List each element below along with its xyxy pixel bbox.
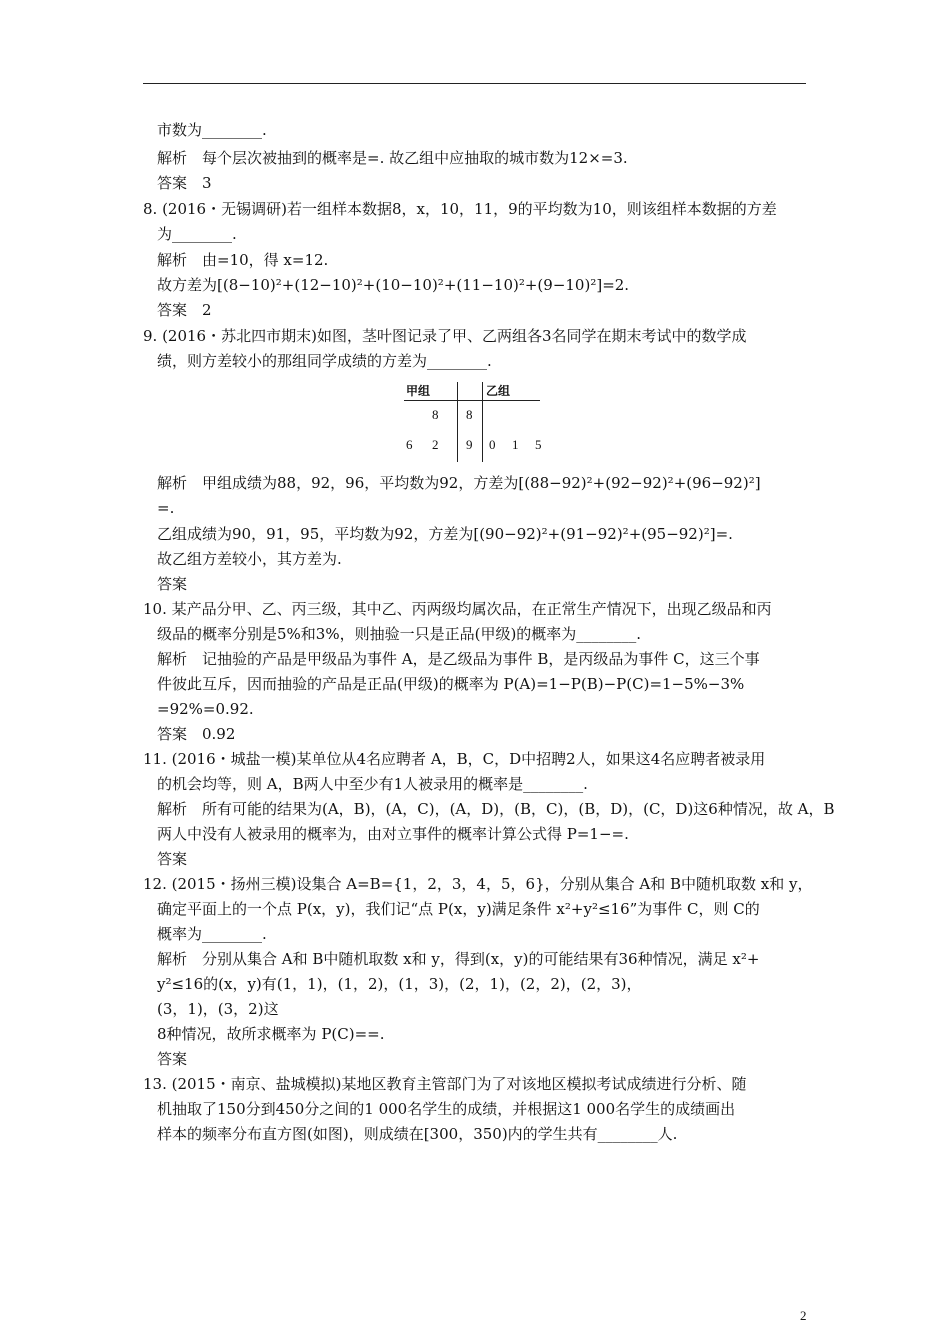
header-rule — [143, 83, 806, 84]
stem-vline-left — [457, 382, 458, 462]
text-line: 答案 0.92 — [157, 725, 236, 743]
stem-leaf-plot — [376, 376, 542, 466]
text-line: 解析 每个层次被抽到的概率是=. 故乙组中应抽取的城市数为12×=3. — [157, 149, 628, 167]
text-line: 级品的概率分别是5%和3%，则抽验一只是正品(甲级)的概率为________. — [157, 625, 642, 643]
leaf-left: 2 — [432, 437, 439, 452]
text-line: 解析 所有可能的结果为(A，B)，(A，C)，(A，D)，(B，C)，(B，D)，(C，D)这6种情况，故 A，B — [157, 800, 835, 818]
text-line: =92%=0.92. — [157, 700, 254, 718]
text-line: 的机会均等，则 A，B两人中至少有1人被录用的概率是________. — [157, 775, 588, 793]
text-line: =. — [157, 499, 175, 517]
text-line: 8种情况，故所求概率为 P(C)==. — [157, 1025, 385, 1043]
stem-header-right: 乙组 — [486, 384, 511, 398]
text-line: 答案 — [157, 575, 188, 593]
question-12: 12. (2015・扬州三模)设集合 A=B={1，2，3，4，5，6}，分别从集合 A和 B中随机取数 x和 y， — [143, 875, 813, 893]
text-line: 确定平面上的一个点 P(x，y)，我们记“点 P(x，y)满足条件 x²+y²≤16”为事件 C，则 C的 — [157, 900, 760, 918]
text-line: 件彼此互斥，因而抽验的产品是正品(甲级)的概率为 P(A)=1−P(B)−P(C)=1−5%−3% — [157, 675, 745, 693]
leaf-right: 5 — [535, 437, 542, 452]
text-line: 答案 2 — [157, 301, 212, 319]
question-13: 13. (2015・南京、盐城模拟)某地区教育主管部门为了对该地区模拟考试成绩进行分析、随 — [143, 1075, 747, 1093]
stem-value: 9 — [466, 437, 473, 452]
page-number: 2 — [800, 1308, 807, 1323]
stem-vline-right — [482, 382, 483, 462]
question-10: 10. 某产品分甲、乙、丙三级，其中乙、丙两级均属次品，在正常生产情况下，出现乙级品和丙 — [143, 600, 772, 618]
text-line: 为________. — [157, 225, 237, 243]
text-line: 答案 3 — [157, 174, 212, 192]
text-line: 故乙组方差较小，其方差为. — [157, 550, 342, 568]
leaf-left: 8 — [432, 407, 439, 422]
text-line: 机抽取了150分到450分之间的1 000名学生的成绩，并根据这1 000名学生的成绩画出 — [157, 1100, 736, 1118]
text-line: 故方差为[(8−10)²+(12−10)²+(10−10)²+(11−10)²+(9−10)²]=2. — [157, 276, 630, 294]
text-line: 解析 由=10，得 x=12. — [157, 251, 329, 269]
text-line: 解析 甲组成绩为88，92，96，平均数为92，方差为[(88−92)²+(92−92)²+(96−92)²] — [157, 474, 761, 492]
stem-value: 8 — [466, 407, 473, 422]
text-line: 样本的频率分布直方图(如图)，则成绩在[300，350)内的学生共有________人. — [157, 1125, 678, 1143]
text-line: 乙组成绩为90，91，95，平均数为92，方差为[(90−92)²+(91−92)²+(95−92)²]=. — [157, 525, 733, 543]
question-11: 11. (2016・城盐一模)某单位从4名应聘者 A，B，C，D中招聘2人，如果这4名应聘者被录用 — [143, 750, 766, 768]
text-line: 答案 — [157, 850, 188, 868]
text-line: 两人中没有人被录用的概率为，由对立事件的概率计算公式得 P=1−=. — [157, 825, 629, 843]
text-line: 概率为________. — [157, 925, 267, 943]
text-line: 绩，则方差较小的那组同学成绩的方差为________. — [157, 352, 492, 370]
question-8: 8. (2016・无锡调研)若一组样本数据8，x，10，11，9的平均数为10，则该组样本数据的方差 — [143, 200, 777, 218]
text-line: 答案 — [157, 1050, 188, 1068]
stem-header-left: 甲组 — [406, 384, 431, 398]
leaf-right: 0 — [489, 437, 496, 452]
leaf-left: 6 — [406, 437, 413, 452]
question-9: 9. (2016・苏北四市期末)如图，茎叶图记录了甲、乙两组各3名同学在期末考试中的数学成 — [143, 327, 747, 345]
stem-hline — [404, 400, 540, 401]
text-line: (3，1)，(3，2)这 — [157, 1000, 279, 1018]
text-line: 解析 记抽验的产品是甲级品为事件 A，是乙级品为事件 B，是丙级品为事件 C，这三个事 — [157, 650, 760, 668]
leaf-right: 1 — [512, 437, 519, 452]
text-line: 解析 分别从集合 A和 B中随机取数 x和 y，得到(x，y)的可能结果有36种情况，满足 x²+ — [157, 950, 760, 968]
text-line: 市数为________. — [157, 121, 267, 139]
text-line: y²≤16的(x，y)有(1，1)，(1，2)，(1，3)，(2，1)，(2，2)，(2，3)， — [157, 975, 642, 993]
